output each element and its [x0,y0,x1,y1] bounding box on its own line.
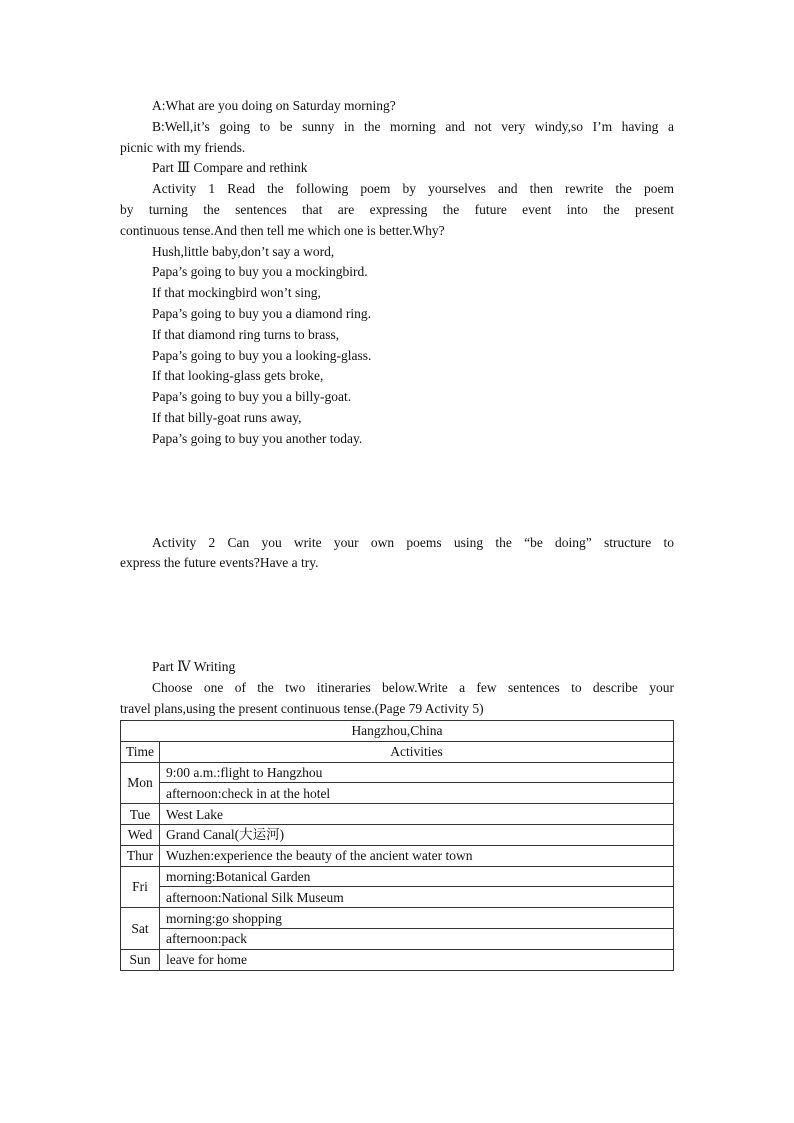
poem-line: Papa’s going to buy you a diamond ring. [152,305,371,321]
part4-heading: Part Ⅳ Writing [152,659,236,675]
day-cell: Wed [121,824,160,845]
blank-space [120,450,674,533]
table-row [121,824,674,845]
part3-heading: Part Ⅲ Compare and rethink [152,160,308,176]
part4-instruction-line1: Choose one of the two itineraries below.Write a few sentences to describe your [152,679,674,695]
activity-cell: afternoon:National Silk Museum [160,887,674,908]
table-row [121,783,674,804]
activity2-line2: express the future events?Have a try. [120,555,319,571]
poem [120,242,674,450]
poem-line: Papa’s going to buy you a billy-goat. [152,389,352,405]
day-cell: Fri [121,866,160,908]
table-row [121,908,674,929]
poem-line: If that diamond ring turns to brass, [152,326,340,342]
column-header-activities: Activities [160,741,674,762]
column-header-time: Time [121,741,160,762]
dialogue-b-line2: picnic with my friends. [120,139,246,155]
activity-cell: leave for home [160,949,674,970]
table-row [121,721,674,742]
table-row [121,741,674,762]
poem-line: Papa’s going to buy you a mockingbird. [152,264,368,280]
activity-cell: Wuzhen:experience the beauty of the ancient water town [160,845,674,866]
activity-cell: morning:go shopping [160,908,674,929]
activity1-line3: continuous tense.And then tell me which one is better.Why? [120,222,445,238]
dialogue-a: A:What are you doing on Saturday morning? [152,98,396,113]
itinerary-title: Hangzhou,China [121,721,674,742]
table-row [121,845,674,866]
day-cell: Tue [121,804,160,825]
poem-line: If that looking-glass gets broke, [152,368,324,384]
day-cell: Sun [121,949,160,970]
document-body [120,96,674,720]
table-row [121,928,674,949]
table-row [121,949,674,970]
dialogue-b-line1: B:Well,it’s going to be sunny in the morning and not very windy,so I’m having a [152,118,674,134]
table-row [121,887,674,908]
table-row [121,804,674,825]
activity-cell: afternoon:pack [160,928,674,949]
activity1-line2: by turning the sentences that are expressing the future event into the present [120,201,674,217]
activity1-line1: Activity 1 Read the following poem by yourselves and then rewrite the poem [152,181,674,197]
blank-space [120,574,674,657]
activity-cell: West Lake [160,804,674,825]
poem-line: Papa’s going to buy you a looking-glass. [152,347,372,363]
activity-cell: 9:00 a.m.:flight to Hangzhou [160,762,674,783]
table-row [121,866,674,887]
poem-line: If that billy-goat runs away, [152,409,302,425]
part4-instruction-line2: travel plans,using the present continuous tense.(Page 79 Activity 5) [120,700,484,716]
poem-line: If that mockingbird won’t sing, [152,285,321,301]
poem-line: Papa’s going to buy you another today. [152,430,363,446]
day-cell: Thur [121,845,160,866]
activity2-line1: Activity 2 Can you write your own poems using the “be doing” structure to [152,534,674,550]
activity-cell: Grand Canal(大运河) [160,824,674,845]
day-cell: Mon [121,762,160,804]
activity-cell: morning:Botanical Garden [160,866,674,887]
table-row [121,762,674,783]
itinerary-table [120,720,674,971]
day-cell: Sat [121,908,160,950]
poem-line: Hush,little baby,don’t say a word, [152,243,335,259]
activity-cell: afternoon:check in at the hotel [160,783,674,804]
